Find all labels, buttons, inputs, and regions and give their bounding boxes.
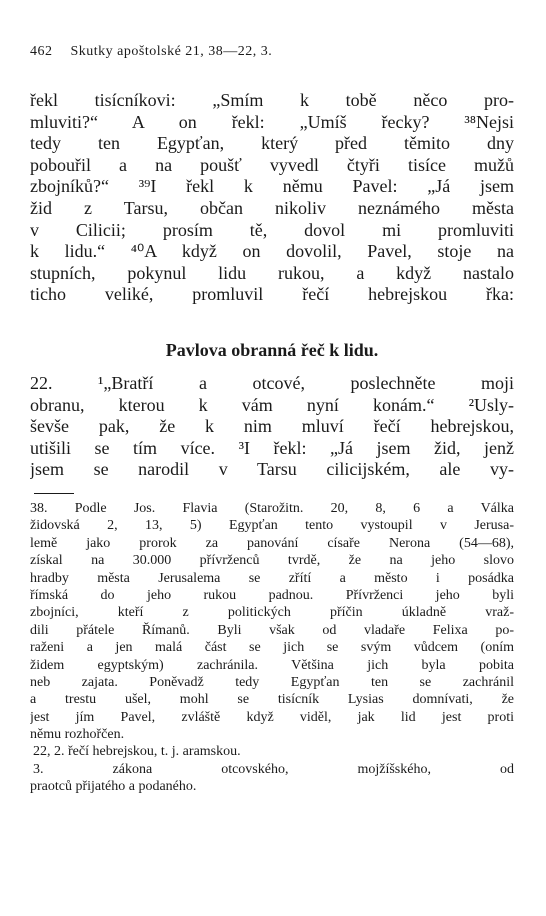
footnote-line: dili přátele Římanů. Byli však od vladaře Felixa po-: [30, 622, 514, 638]
body-line: ševše pak, že k nim mluví řečí hebrejskou,: [30, 416, 514, 437]
page-number: 462: [30, 44, 53, 59]
chapter-text: [30, 373, 514, 481]
footnote-line: a trestu ušel, mohl se tisícník Lysias domnívati, že: [30, 692, 514, 708]
footnote-rule: [34, 493, 74, 494]
running-header: [30, 44, 510, 60]
body-line: k lidu.“ ⁴⁰A když on dovolil, Pavel, stoje na: [30, 241, 514, 262]
body-text: [30, 90, 514, 306]
body-line: obranu, kterou k vám nyní konám.“ ²Usly-: [30, 394, 514, 415]
body-line: 22. ¹„Bratří a otcové, poslechněte moji: [30, 373, 514, 393]
body-line: v Cilicii; prosím tě, dovol mi promluviti: [30, 219, 514, 240]
body-line: žid z Tarsu, občan nikoliv neznámého města: [30, 197, 514, 218]
footnote-line: praotců přijatého a podaného.: [30, 779, 197, 795]
footnote-line: němu rozhořčen.: [30, 727, 125, 743]
body-line: jsem se narodil v Tarsu cilicijském, ale vy-: [30, 459, 514, 480]
body-line: tedy ten Egypťan, který před těmito dny: [30, 133, 514, 154]
body-line: pobouřil a na poušť vyvedl čtyři tisíce mužů: [30, 154, 514, 175]
footnote-line: raženi a jen malá část se jich se svým vůdcem (oním: [30, 640, 514, 656]
footnotes: [30, 500, 514, 796]
footnote-line: získal na 30.000 přívrženců tvrdě, že na jeho slovo: [30, 553, 514, 569]
footnote-line: 3. zákona otcovského, mojžíšského, od: [33, 761, 514, 777]
footnote-line: židovská 2, 13, 5) Egypťan tento vystoupil v Jerusa-: [30, 518, 514, 534]
footnote-line: zbojníci, kteří z politických příčin úkladně vraž-: [30, 605, 514, 621]
footnote-line: lemě jako prorok za panování císaře Nerona (54—68),: [30, 535, 514, 551]
running-title: Skutky apoštolské 21, 38—22, 3.: [70, 44, 273, 59]
body-line: utišili se tím více. ³I řekl: „Já jsem žid, jenž: [30, 437, 514, 458]
footnote-line: jest jím Pavel, zvláště když viděl, jak lid jest proti: [30, 709, 514, 725]
body-line: mluviti?“ A on řekl: „Umíš řecky? ³⁸Nejsi: [30, 111, 514, 132]
footnote-line: hradby města Jerusalema se zřítí a město i posádka: [30, 570, 514, 586]
footnote-line: židem egyptským) zachránila. Většina jich byla pobita: [30, 657, 514, 673]
body-line: stupních, pokynul lidu rukou, a když nastalo: [30, 262, 514, 283]
footnote-line: římská do jeho rukou padnou. Přívrženci jeho byli: [30, 587, 514, 603]
body-line: ticho veliké, promluvil řečí hebrejskou řka:: [30, 284, 514, 305]
footnote-line: 22, 2. řečí hebrejskou, t. j. aramskou.: [33, 744, 241, 760]
footnote-line: neb zajata. Poněvadž tedy Egypťan ten se zachránil: [30, 674, 514, 690]
footnote-line: 38. Podle Jos. Flavia (Starožitn. 20, 8, 6 a Válka: [30, 501, 514, 516]
body-line: zbojníků?“ ³⁹I řekl k němu Pavel: „Já jsem: [30, 176, 514, 197]
section-heading: Pavlova obranná řeč k lidu.: [165, 340, 379, 360]
body-line: řekl tisícníkovi: „Smím k tobě něco pro-: [30, 90, 514, 110]
